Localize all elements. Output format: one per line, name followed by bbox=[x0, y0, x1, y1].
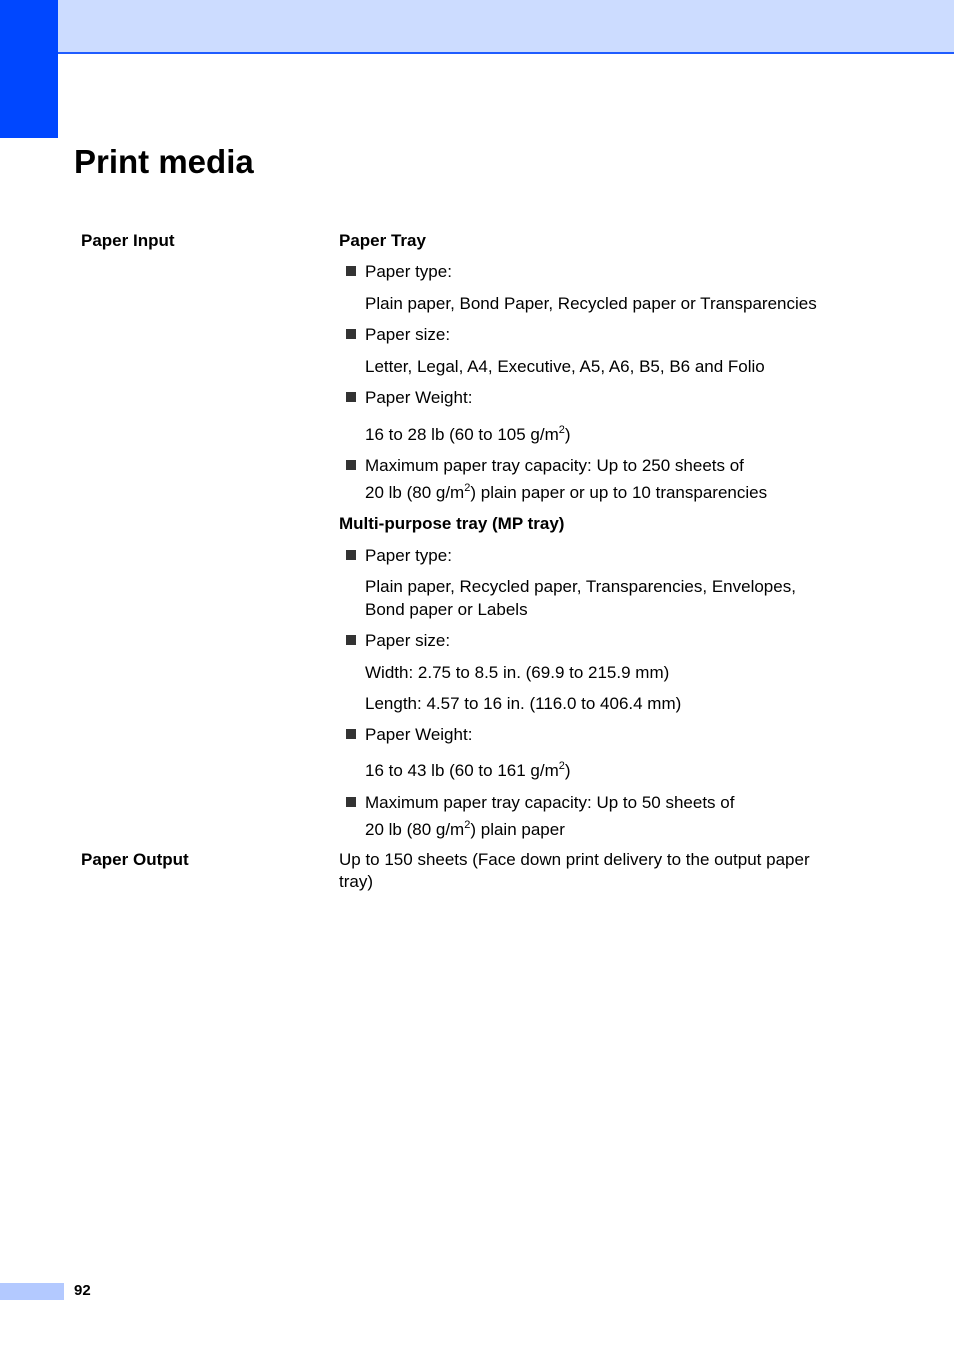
paper-output-value-line2: tray) bbox=[339, 872, 373, 891]
paper-input-label: Paper Input bbox=[81, 231, 175, 250]
header-band bbox=[58, 0, 954, 54]
mp-tray-heading: Multi-purpose tray (MP tray) bbox=[339, 514, 565, 533]
paper-tray-heading: Paper Tray bbox=[339, 231, 426, 250]
bullet-icon bbox=[346, 550, 356, 560]
bullet-icon bbox=[346, 329, 356, 339]
mp-tray-size-length: Length: 4.57 to 16 in. (116.0 to 406.4 mm) bbox=[365, 694, 682, 713]
mp-tray-type-value-line2: Bond paper or Labels bbox=[365, 600, 528, 619]
mp-tray-weight-label: Paper Weight: bbox=[365, 725, 473, 744]
bullet-icon bbox=[346, 729, 356, 739]
mp-tray-type-label: Paper type: bbox=[365, 546, 452, 565]
bullet-icon bbox=[346, 635, 356, 645]
mp-tray-weight-value: 16 to 43 lb (60 to 161 $g/m^2$) bbox=[365, 760, 571, 780]
paper-output-value-line1: Up to 150 sheets (Face down print delivery to the output paper bbox=[339, 850, 810, 869]
mp-tray-size-width: Width: 2.75 to 8.5 in. (69.9 to 215.9 mm) bbox=[365, 663, 670, 682]
mp-tray-type-value-line1: Plain paper, Recycled paper, Transparencies, Envelopes, bbox=[365, 577, 796, 596]
paper-tray-weight-value: 16 to 28 lb (60 to 105 $g/m^2$) bbox=[365, 424, 571, 444]
bullet-icon bbox=[346, 266, 356, 276]
footer-bar bbox=[0, 1283, 64, 1300]
paper-output-label: Paper Output bbox=[81, 850, 189, 869]
bullet-icon bbox=[346, 460, 356, 470]
bullet-icon bbox=[346, 797, 356, 807]
mp-tray-capacity-line1: Maximum paper tray capacity: Up to 50 sheets of bbox=[365, 793, 735, 812]
bullet-icon bbox=[346, 392, 356, 402]
paper-tray-capacity-line2: 20 lb (80 $g/m^2$) plain paper or up to 10 transparencies bbox=[365, 482, 768, 502]
paper-tray-type-label: Paper type: bbox=[365, 262, 452, 281]
paper-tray-size-value: Letter, Legal, A4, Executive, A5, A6, B5, B6 and Folio bbox=[365, 357, 765, 376]
page-title: Print media bbox=[74, 143, 254, 180]
mp-tray-size-label: Paper size: bbox=[365, 631, 451, 650]
page-number: 92 bbox=[74, 1282, 91, 1299]
mp-tray-capacity-line2: 20 lb (80 $g/m^2$) plain paper bbox=[365, 819, 565, 839]
chapter-tab bbox=[0, 0, 58, 138]
paper-tray-weight-label: Paper Weight: bbox=[365, 388, 473, 407]
paper-tray-type-value: Plain paper, Bond Paper, Recycled paper or Transparencies bbox=[365, 294, 817, 313]
paper-tray-capacity-line1: Maximum paper tray capacity: Up to 250 sheets of bbox=[365, 456, 744, 475]
paper-tray-size-label: Paper size: bbox=[365, 325, 451, 344]
